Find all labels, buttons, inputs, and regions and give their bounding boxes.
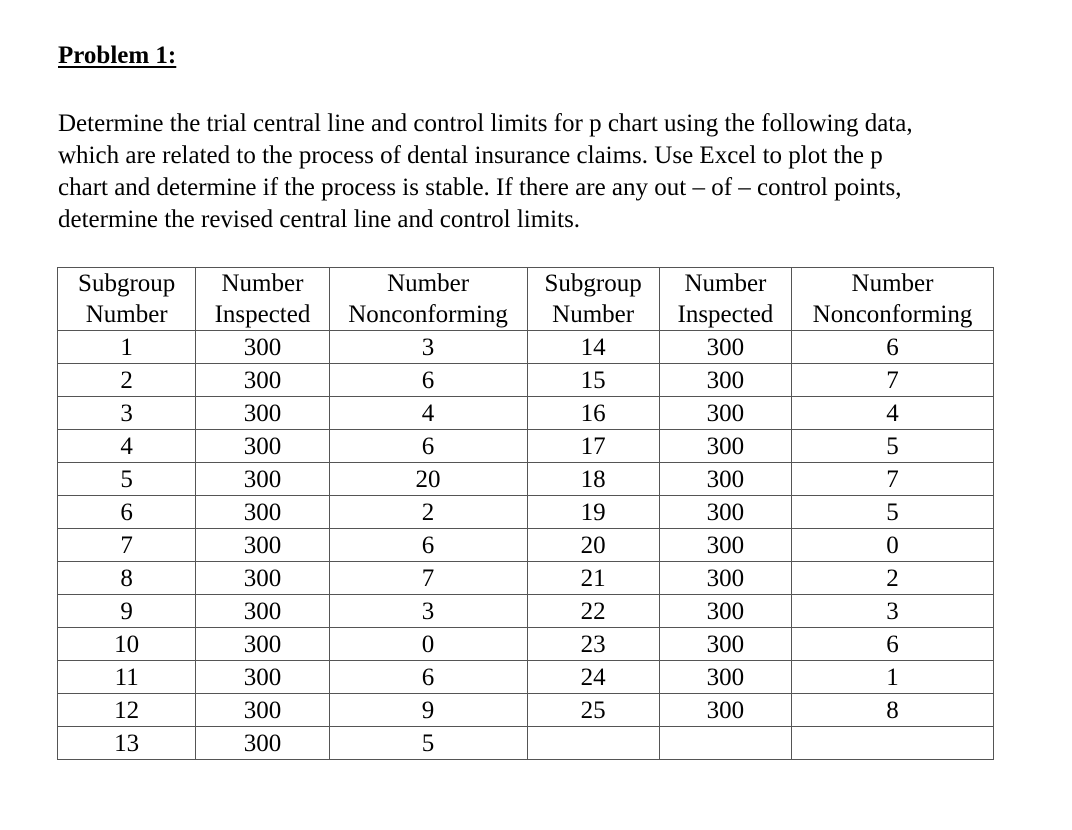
table-row — [58, 430, 994, 463]
table-cell: 20 — [329, 463, 527, 496]
table-cell: 300 — [196, 562, 329, 595]
table-row — [58, 562, 994, 595]
table-cell: 4 — [58, 430, 196, 463]
table-cell: 2 — [329, 496, 527, 529]
table-cell: 6 — [792, 628, 994, 661]
table-cell: 300 — [659, 628, 791, 661]
table-cell: 13 — [58, 727, 196, 760]
table-cell: 7 — [329, 562, 527, 595]
table-cell: 1 — [58, 331, 196, 364]
table-row — [58, 727, 994, 760]
table-cell: 12 — [58, 694, 196, 727]
table-cell: 15 — [527, 364, 659, 397]
table-row — [58, 529, 994, 562]
table-cell: 6 — [329, 529, 527, 562]
table-cell: 7 — [792, 463, 994, 496]
statement-line: chart and determine if the process is stable. If there are any out – of – control points, — [58, 174, 902, 201]
table-cell: 300 — [659, 430, 791, 463]
table-cell: 300 — [196, 694, 329, 727]
table-cell: 300 — [659, 496, 791, 529]
table-cell: 6 — [329, 430, 527, 463]
table-row — [58, 397, 994, 430]
table-cell: 24 — [527, 661, 659, 694]
table-cell: 6 — [329, 364, 527, 397]
table-cell: 3 — [329, 331, 527, 364]
header-cell: Subgroup Number — [527, 268, 659, 331]
table-cell: 25 — [527, 694, 659, 727]
table-cell: 5 — [792, 430, 994, 463]
table-cell: 0 — [792, 529, 994, 562]
table-header — [58, 268, 994, 331]
table-cell: 6 — [58, 496, 196, 529]
header-cell: Number Nonconforming — [329, 268, 527, 331]
table-cell: 10 — [58, 628, 196, 661]
table-cell: 300 — [659, 661, 791, 694]
table-row — [58, 661, 994, 694]
table-cell: 19 — [527, 496, 659, 529]
table-cell: 8 — [58, 562, 196, 595]
data-table — [57, 267, 994, 760]
table-cell — [792, 727, 994, 760]
table-cell: 300 — [196, 331, 329, 364]
table-cell: 23 — [527, 628, 659, 661]
table-cell: 300 — [659, 562, 791, 595]
table-cell: 300 — [196, 364, 329, 397]
table-cell: 22 — [527, 595, 659, 628]
header-cell: Number Inspected — [659, 268, 791, 331]
table-cell: 300 — [196, 463, 329, 496]
table-cell — [659, 727, 791, 760]
table-cell: 3 — [792, 595, 994, 628]
table-cell: 1 — [792, 661, 994, 694]
table-row — [58, 364, 994, 397]
table-cell: 300 — [659, 463, 791, 496]
table-cell: 9 — [329, 694, 527, 727]
table-cell: 300 — [196, 727, 329, 760]
table-cell: 300 — [196, 496, 329, 529]
table-cell: 6 — [329, 661, 527, 694]
table-cell: 7 — [792, 364, 994, 397]
table-cell: 4 — [329, 397, 527, 430]
table-cell: 300 — [659, 595, 791, 628]
table-row — [58, 694, 994, 727]
table-cell: 300 — [196, 595, 329, 628]
table-cell: 11 — [58, 661, 196, 694]
table-cell: 300 — [196, 661, 329, 694]
table-cell: 0 — [329, 628, 527, 661]
header-cell: Number Nonconforming — [792, 268, 994, 331]
header-cell: Number Inspected — [196, 268, 329, 331]
table-cell: 9 — [58, 595, 196, 628]
table-cell: 5 — [329, 727, 527, 760]
table-row — [58, 496, 994, 529]
problem-statement — [58, 108, 1018, 236]
table-cell: 300 — [196, 397, 329, 430]
table-row — [58, 331, 994, 364]
table-row — [58, 628, 994, 661]
table-cell: 2 — [792, 562, 994, 595]
table-cell: 3 — [58, 397, 196, 430]
table-cell: 17 — [527, 430, 659, 463]
table-cell: 21 — [527, 562, 659, 595]
statement-line: determine the revised central line and control limits. — [58, 206, 581, 233]
table-cell: 3 — [329, 595, 527, 628]
table-cell: 7 — [58, 529, 196, 562]
table-cell: 300 — [659, 529, 791, 562]
table-body — [58, 331, 994, 760]
table-cell: 16 — [527, 397, 659, 430]
table-cell: 6 — [792, 331, 994, 364]
statement-line: which are related to the process of dental insurance claims. Use Excel to plot the p — [58, 142, 883, 169]
table-cell: 300 — [196, 430, 329, 463]
table-cell: 300 — [659, 397, 791, 430]
table-cell: 300 — [659, 331, 791, 364]
table-cell: 300 — [659, 364, 791, 397]
header-row — [58, 268, 994, 331]
table-cell: 20 — [527, 529, 659, 562]
table-row — [58, 595, 994, 628]
table-cell: 300 — [659, 694, 791, 727]
table-cell — [527, 727, 659, 760]
table-cell: 18 — [527, 463, 659, 496]
table-cell: 2 — [58, 364, 196, 397]
table-cell: 5 — [792, 496, 994, 529]
table-cell: 14 — [527, 331, 659, 364]
header-cell: Subgroup Number — [58, 268, 196, 331]
table-cell: 5 — [58, 463, 196, 496]
problem-title: Problem 1: — [58, 42, 177, 69]
table-row — [58, 463, 994, 496]
statement-line: Determine the trial central line and control limits for p chart using the following data, — [58, 110, 913, 137]
table-cell: 300 — [196, 529, 329, 562]
table-cell: 4 — [792, 397, 994, 430]
table-cell: 300 — [196, 628, 329, 661]
table-cell: 8 — [792, 694, 994, 727]
